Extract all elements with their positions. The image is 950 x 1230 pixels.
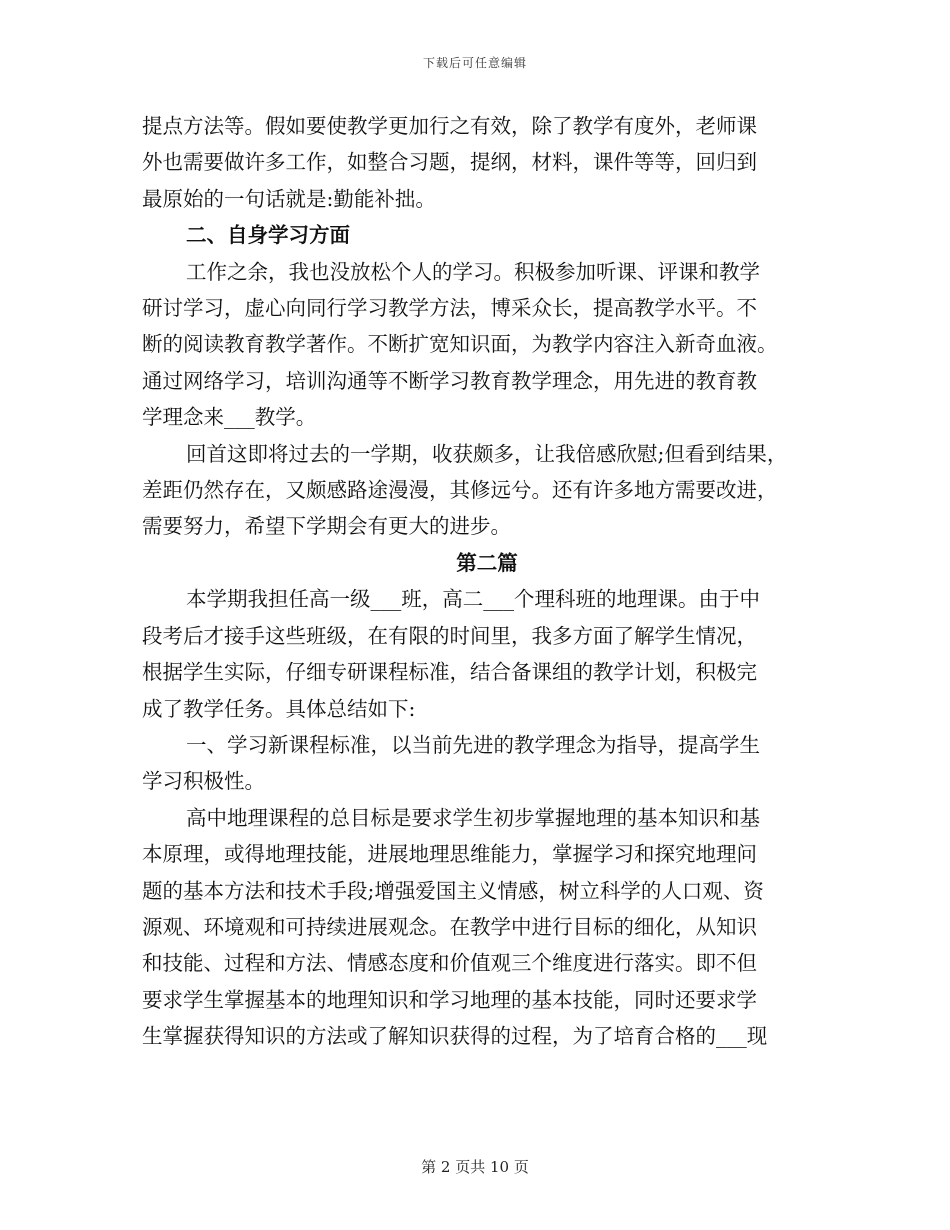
- text-line: 研讨学习，虚心向同行学习教学方法，博采众长，提高教学水平。不: [142, 296, 757, 321]
- page-footer: 第 2 页共 10 页: [421, 1158, 529, 1176]
- text-line: 外也需要做许多工作，如整合习题，提纲，材料，课件等等，回归到: [142, 150, 757, 175]
- text-line: 源观、环境观和可持续进展观念。在教学中进行目标的细化，从知识: [142, 914, 757, 939]
- text-line: 生掌握获得知识的方法或了解知识获得的过程，为了培育合格的___现: [142, 1024, 768, 1049]
- paragraph-4: [142, 581, 832, 727]
- text-line: 通过网络学习，培训沟通等不断学习教育教学理念，用先进的教育教: [142, 368, 757, 393]
- text-line: 根据学生实际，仔细专研课程标准，结合备课组的教学计划，积极完: [142, 660, 757, 685]
- text-line: 断的阅读教育教学著作。不断扩宽知识面，为教学内容注入新奇血液。: [142, 332, 778, 357]
- text-line: 需要努力，希望下学期会有更大的进步。: [142, 514, 511, 539]
- text-line: 一、学习新课程标准，以当前先进的教学理念为指导，提高学生: [186, 732, 760, 757]
- text-line: 题的基本方法和技术手段;增强爱国主义情感，树立科学的人口观、资: [142, 878, 764, 903]
- text-line: 学理念来___教学。: [142, 405, 317, 430]
- text-line: 本学期我担任高一级___班，高二___个理科班的地理课。由于中: [186, 587, 760, 612]
- text-line: 本原理，或得地理技能，进展地理思维能力，掌握学习和探究地理问: [142, 842, 757, 867]
- paragraph-2: [142, 254, 832, 436]
- text-line: 段考后才接手这些班级，在有限的时间里，我多方面了解学生情况，: [142, 623, 757, 648]
- document-body: [142, 108, 832, 1055]
- paragraph-6: [142, 800, 832, 1055]
- text-line: 最原始的一句话就是:勤能补拙。: [142, 186, 436, 211]
- text-line: 成了教学任务。具体总结如下:: [142, 696, 416, 721]
- page-header: 下载后可任意编辑: [422, 56, 527, 70]
- section-heading: 二、自身学习方面: [186, 223, 350, 248]
- text-line: 和技能、过程和方法、情感态度和价值观三个维度进行落实。即不但: [142, 951, 757, 976]
- text-line: 回首这即将过去的一学期，收获颇多，让我倍感欣慰;但看到结果，: [186, 441, 788, 466]
- text-line: 差距仍然存在，又颇感路途漫漫，其修远兮。还有许多地方需要改进，: [142, 478, 778, 503]
- paragraph-5: [142, 727, 832, 800]
- paragraph-3: [142, 436, 832, 545]
- text-line: 学习积极性。: [142, 769, 265, 794]
- text-line: 提点方法等。假如要使教学更加行之有效，除了教学有度外，老师课: [142, 114, 757, 138]
- paragraph-1: [142, 108, 832, 217]
- text-line: 高中地理课程的总目标是要求学生初步掌握地理的基本知识和基: [186, 805, 760, 830]
- text-line: 工作之余，我也没放松个人的学习。积极参加听课、评课和教学: [186, 259, 760, 284]
- text-line: 要求学生掌握基本的地理知识和学习地理的基本技能，同时还要求学: [142, 987, 757, 1012]
- chapter-title: 第二篇: [456, 550, 518, 575]
